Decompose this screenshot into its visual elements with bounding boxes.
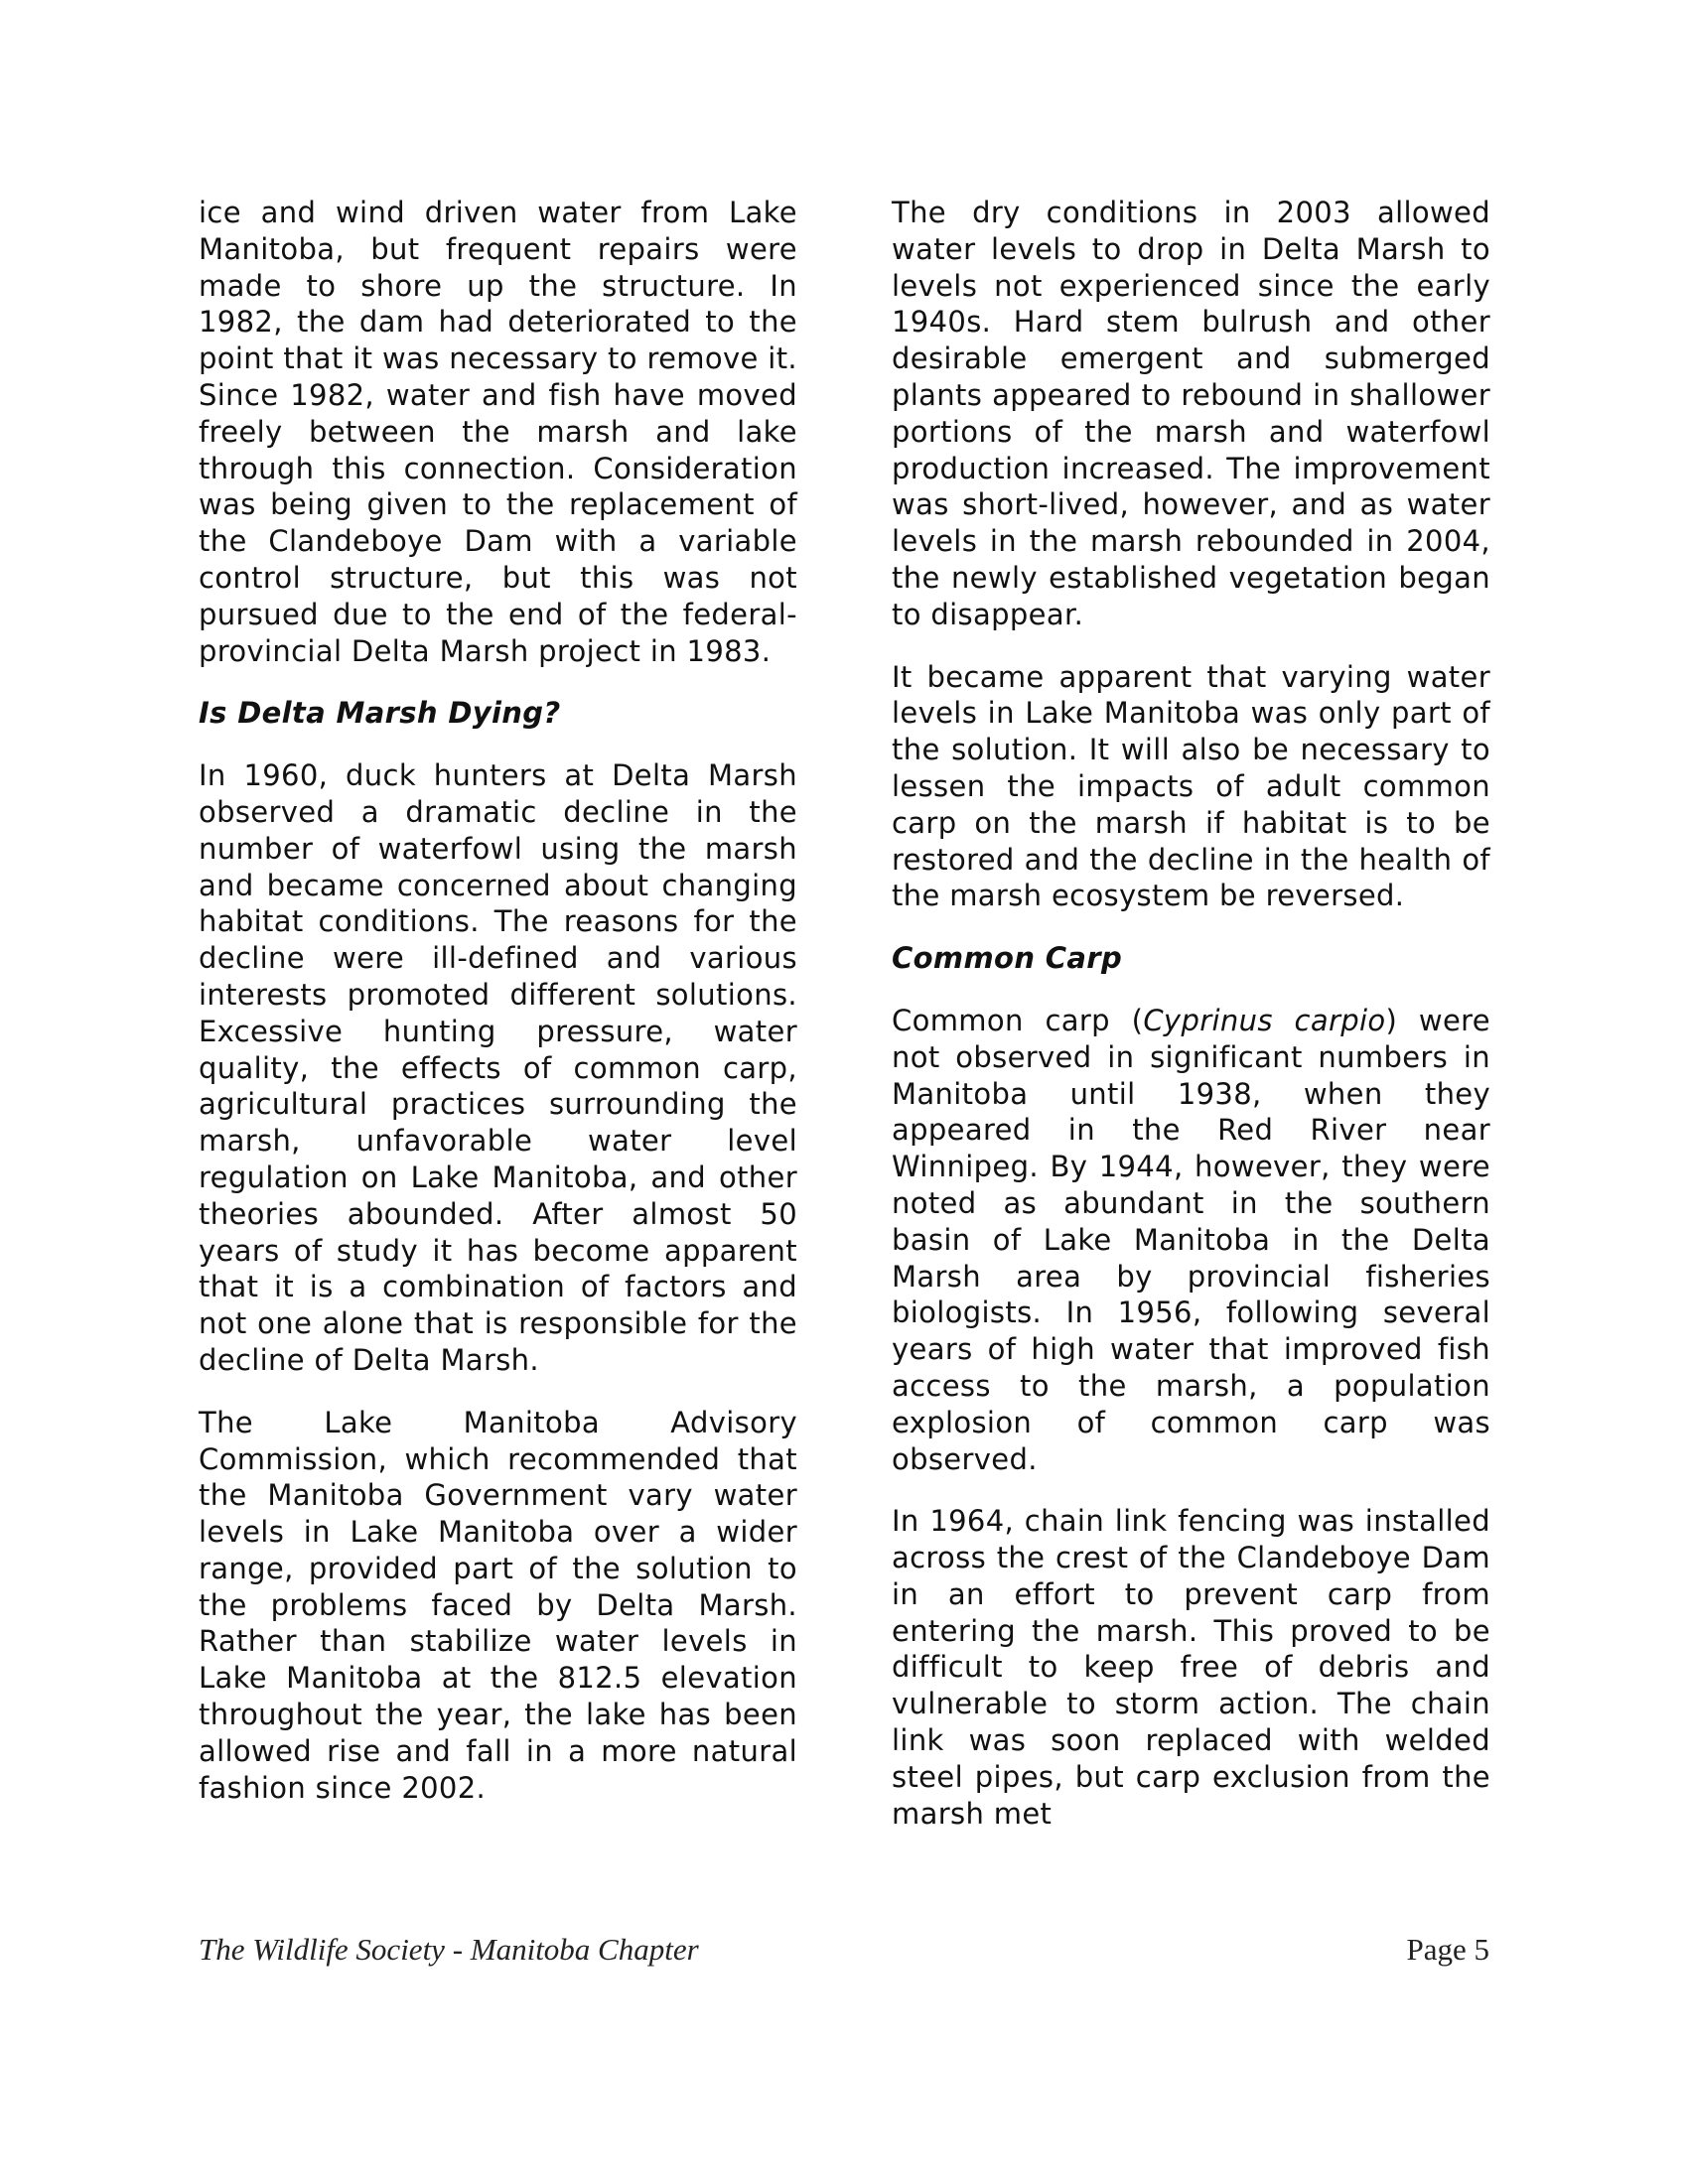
page-footer — [199, 1932, 1489, 1976]
heading-common-carp: Common Carp — [892, 941, 1123, 976]
paragraph-duck-hunters-1960: In 1960, duck hunters at Delta Marsh observed a dramatic decline in the number of waterfowl using the marsh and became concerned about changing habitat conditions. The reasons for the decline were ill-defined and various interests promoted different solutions. Excessive hunting pressure, water quality, the effects of common carp, agricultural practices surrounding the marsh, unfavorable water level regulation on Lake Manitoba, and other theories abounded. After almost 50 years of study it has become apparent that it is a combination of factors and not one alone that is responsible for the decline of Delta Marsh. — [199, 758, 797, 1377]
left-column — [199, 195, 797, 1832]
carp-text-start: Common carp ( — [892, 1003, 1144, 1037]
paragraph-clandeboye-dam: ice and wind driven water from Lake Manitoba, but frequent repairs were made to shore up the structure. In 1982, the dam had deteriorated to the point that it was necessary to remove it. Since 1982, water and fish have moved freely between the marsh and lake through this connection. Consideration was being given to the replacement of the Clandeboye Dam with a variable control structure, but this was not pursued due to the end of the federal-provincial Delta Marsh project in 1983. — [199, 196, 797, 668]
heading-is-delta-marsh-dying: Is Delta Marsh Dying? — [199, 696, 561, 731]
footer-page-number: Page 5 — [1406, 1932, 1489, 1967]
paragraph-dry-conditions-2003: The dry conditions in 2003 allowed water levels to drop in Delta Marsh to levels not experienced since the early 1940s. Hard stem bulrush and other desirable emergent and submerged plants appeared to rebound in shallower portions of the marsh and waterfowl production increased. The improvement was short-lived, however, and as water levels in the marsh rebounded in 2004, the newly established vegetation began to disappear. — [892, 196, 1490, 631]
paragraph-chain-link-fencing: In 1964, chain link fencing was installed across the crest of the Clandeboye Dam in an effort to prevent carp from entering the marsh. This proved to be difficult to keep free of debris and vulnerable to storm action. The chain link was soon replaced with welded steel pipes, but carp exclusion from the marsh met — [892, 1504, 1490, 1831]
paragraph-common-carp-history — [892, 1003, 1490, 1477]
paragraph-advisory-commission: The Lake Manitoba Advisory Commission, which recommended that the Manitoba Government vary water levels in Lake Manitoba over a wider range, provided part of the solution to the problems faced by Delta Marsh. Rather than stabilize water levels in Lake Manitoba at the 812.5 elevation throughout the year, the lake has been allowed rise and fall in a more natural fashion since 2002. — [199, 1405, 797, 1805]
carp-species-name: Cyprinus carpio — [1143, 1003, 1386, 1037]
carp-text-rest: ) were not observed in significant numbers in Manitoba until 1938, when they appeared in the Red River near Winnipeg. By 1944, however, they were noted as abundant in the southern basin of Lake Manitoba in the Delta Marsh area by provincial fisheries biologists. In 1956, following several years of high water that improved fish access to the marsh, a population explosion of common carp was observed. — [892, 1003, 1490, 1476]
footer-publisher: The Wildlife Society - Manitoba Chapter — [199, 1932, 699, 1967]
right-column — [892, 195, 1490, 1857]
paragraph-varying-water-levels: It became apparent that varying water levels in Lake Manitoba was only part of the solution. It will also be necessary to lessen the impacts of adult common carp on the marsh if habitat is to be restored and the decline in the health of the marsh ecosystem be reversed. — [892, 659, 1490, 913]
